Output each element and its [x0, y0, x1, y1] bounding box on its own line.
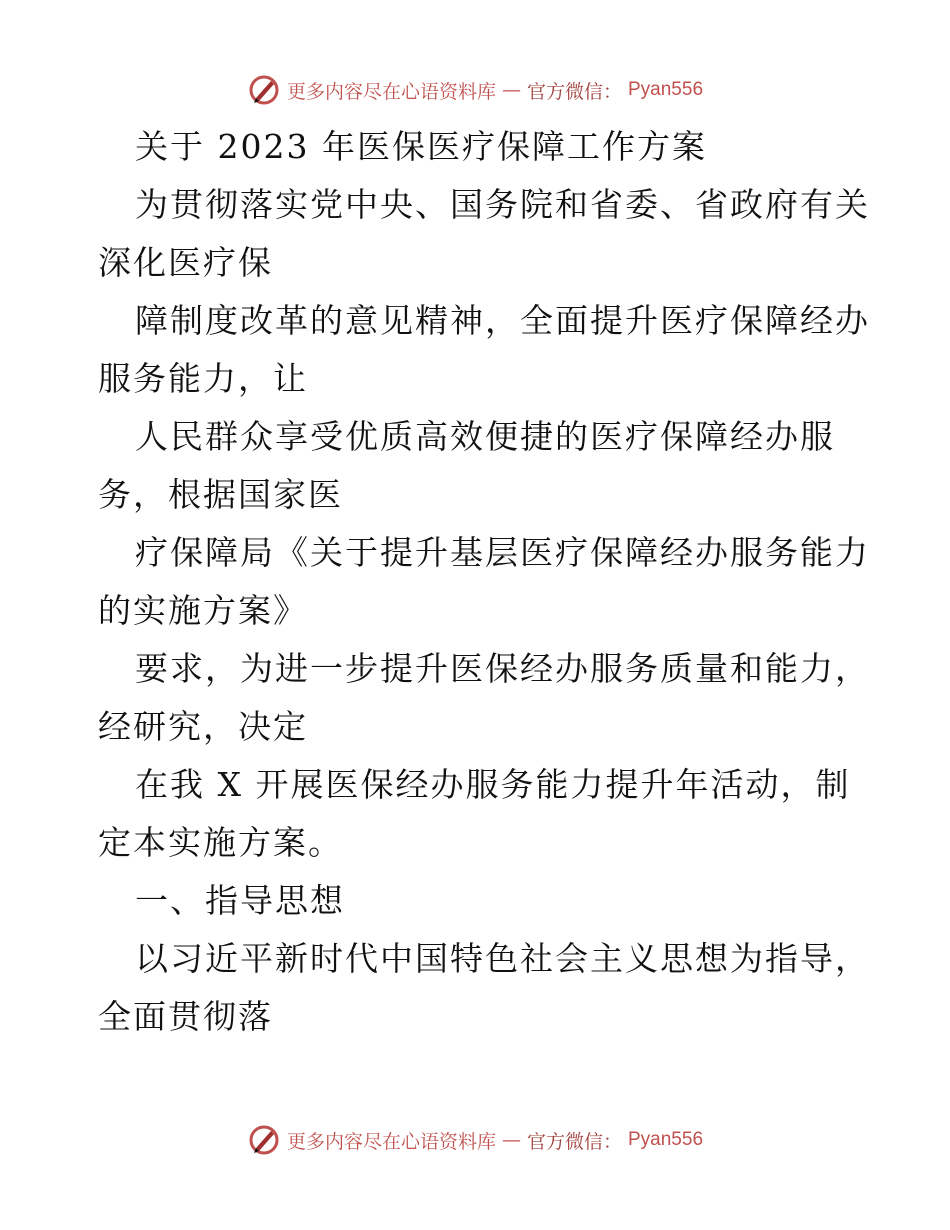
- document-body: [98, 118, 870, 1046]
- text-line: 疗保障局《关于提升基层医疗保障经办服务能力: [135, 533, 870, 572]
- text-line: 服务能力，让: [98, 359, 308, 398]
- footer-watermark-banner: [0, 1120, 950, 1160]
- pen-logo-icon: [247, 73, 281, 107]
- text-line: 在我 X 开展医保经办服务能力提升年活动，制: [135, 765, 851, 804]
- banner-dash: —: [501, 79, 521, 101]
- text-line: 全面贯彻落: [98, 997, 273, 1036]
- text-line: 深化医疗保: [98, 243, 273, 282]
- text-line: 为贯彻落实党中央、国务院和省委、省政府有关: [135, 185, 870, 224]
- text-line: 关于 2023 年医保医疗保障工作方案: [135, 127, 707, 166]
- text-line: 以习近平新时代中国特色社会主义思想为指导，: [135, 939, 870, 978]
- banner-wechat-id: Pyan556: [628, 1129, 704, 1150]
- text-line: 经研究，决定: [98, 707, 308, 746]
- text-line: 障制度改革的意见精神，全面提升医疗保障经办: [135, 301, 870, 340]
- text-line: 人民群众享受优质高效便捷的医疗保障经办服: [135, 417, 835, 456]
- banner-wechat-label: 官方微信：: [526, 80, 622, 103]
- banner-title: 更多内容尽在心语资料库: [286, 1130, 496, 1153]
- header-watermark-banner: [0, 70, 950, 110]
- pen-logo-icon: [247, 1123, 281, 1157]
- banner-wechat-label: 官方微信：: [526, 1130, 622, 1153]
- banner-dash: —: [501, 1129, 521, 1151]
- text-line: 的实施方案》: [98, 591, 308, 630]
- banner-title: 更多内容尽在心语资料库: [286, 80, 496, 103]
- text-line: 一、指导思想: [135, 881, 345, 920]
- banner-wechat-id: Pyan556: [628, 79, 704, 100]
- text-line: 务，根据国家医: [98, 475, 343, 514]
- text-line: 定本实施方案。: [98, 823, 343, 862]
- text-line: 要求，为进一步提升医保经办服务质量和能力，: [135, 649, 870, 688]
